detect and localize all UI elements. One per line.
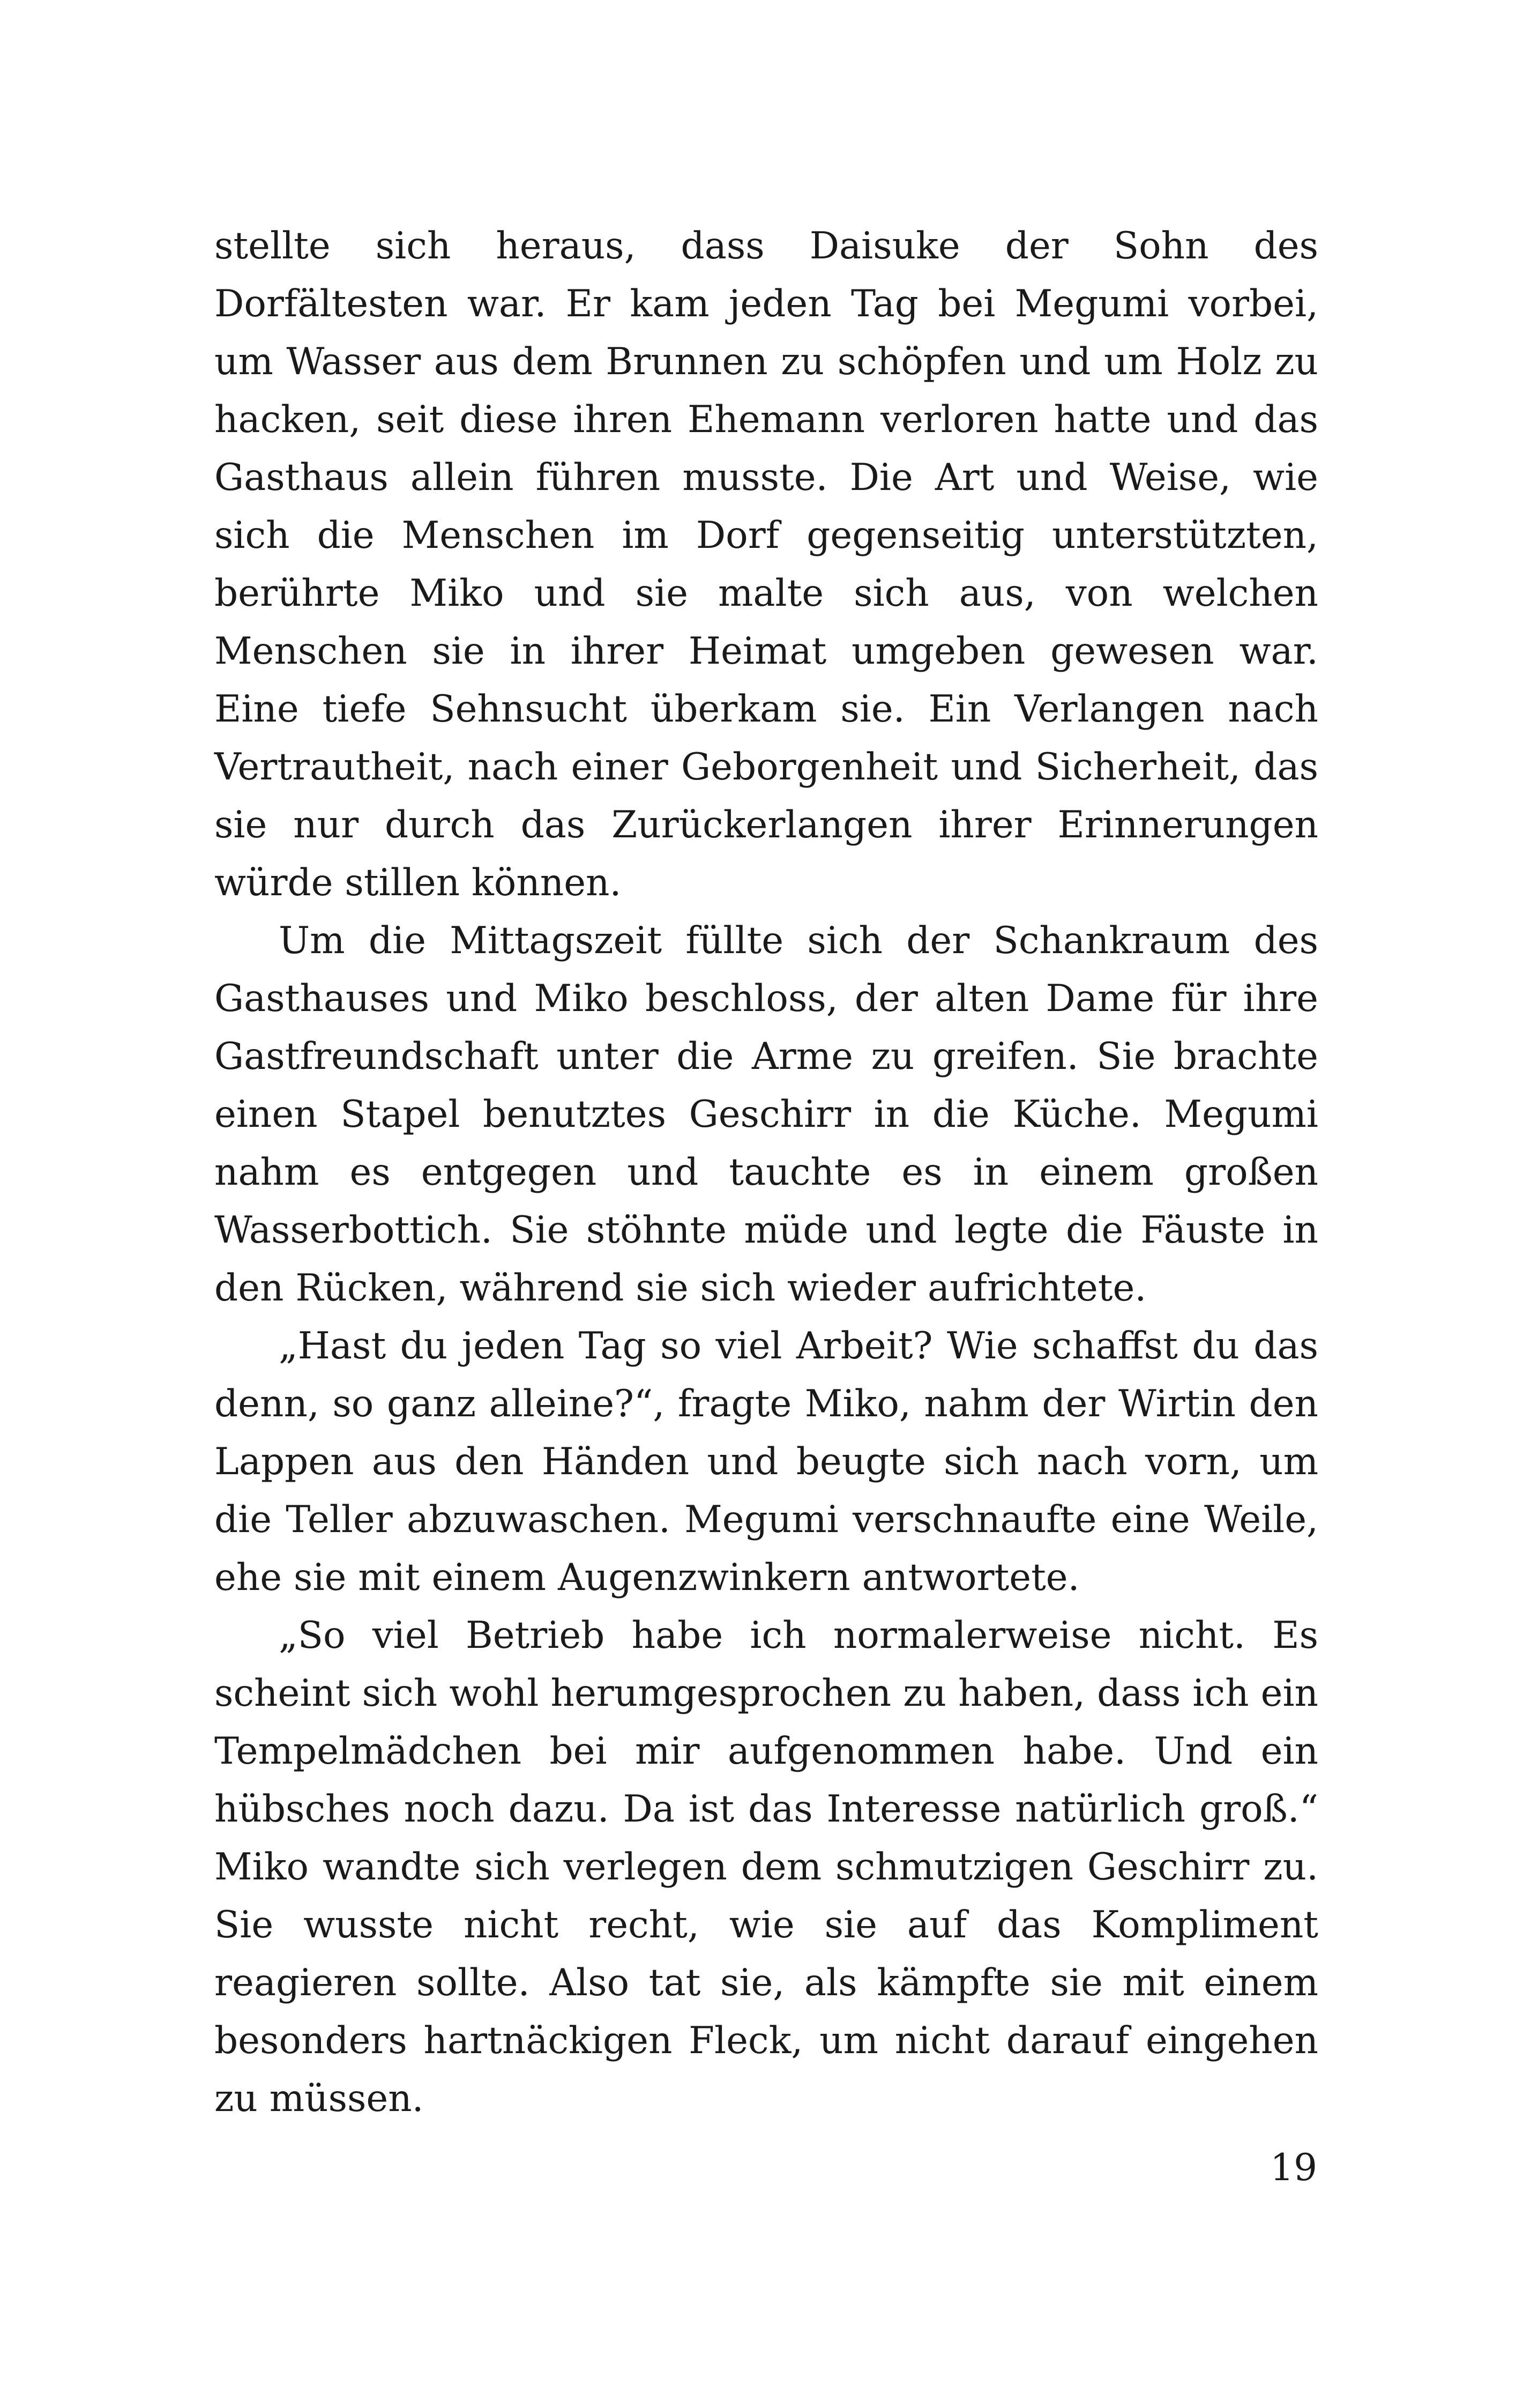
paragraph-1: stellte sich heraus, dass Daisuke der Sohn des Dorfältesten war. Er kam jeden Tag bei Megumi vorbei, um Wasser aus dem Brunnen zu schöpfen und um Holz zu hacken, seit diese ihren Ehemann verloren hatte und das Gasthaus allein führen musste. Die Art und Weise, wie sich die Menschen im Dorf gegenseitig unterstützten, berührte Miko und sie malte sich aus, von welchen Menschen sie in ihrer Heimat umgeben gewesen war. Eine tiefe Sehnsucht überkam sie. Ein Verlangen nach Vertrautheit, nach einer Geborgenheit und Sicherheit, das sie nur durch das Zurückerlangen ihrer Erinnerungen würde stillen können. xyxy=(214,225,1318,904)
page-number: 19 xyxy=(1270,2146,1317,2189)
paragraph-3: „Hast du jeden Tag so viel Arbeit? Wie schaffst du das denn, so ganz alleine?“, fragte Miko, nahm der Wirtin den Lappen aus den Händen und beugte sich nach vorn, um die Teller abzuwaschen. Megumi verschnaufte eine Weile, ehe sie mit einem Augenzwinkern antwortete. xyxy=(214,1325,1318,1599)
paragraph-2: Um die Mittagszeit füllte sich der Schankraum des Gasthauses und Miko beschloss, der alten Dame für ihre Gastfreundschaft unter die Arme zu greifen. Sie brachte einen Stapel benutztes Geschirr in die Küche. Megumi nahm es entgegen und tauchte es in einem großen Wasserbottich. Sie stöhnte müde und legte die Fäuste in den Rücken, während sie sich wieder aufrichtete. xyxy=(214,919,1318,1310)
paragraph-4: „So viel Betrieb habe ich normalerweise nicht. Es scheint sich wohl herumgesprochen zu haben, dass ich ein Tempelmädchen bei mir aufgenommen habe. Und ein hübsches noch dazu. Da ist das Interesse natürlich groß.“ Miko wandte sich verlegen dem schmutzigen Geschirr zu. Sie wusste nicht recht, wie sie auf das Kompliment reagieren sollte. Also tat sie, als kämpfte sie mit einem besonders hartnäckigen Fleck, um nicht darauf eingehen zu müssen. xyxy=(214,1614,1318,2120)
body-text xyxy=(214,217,1318,2128)
